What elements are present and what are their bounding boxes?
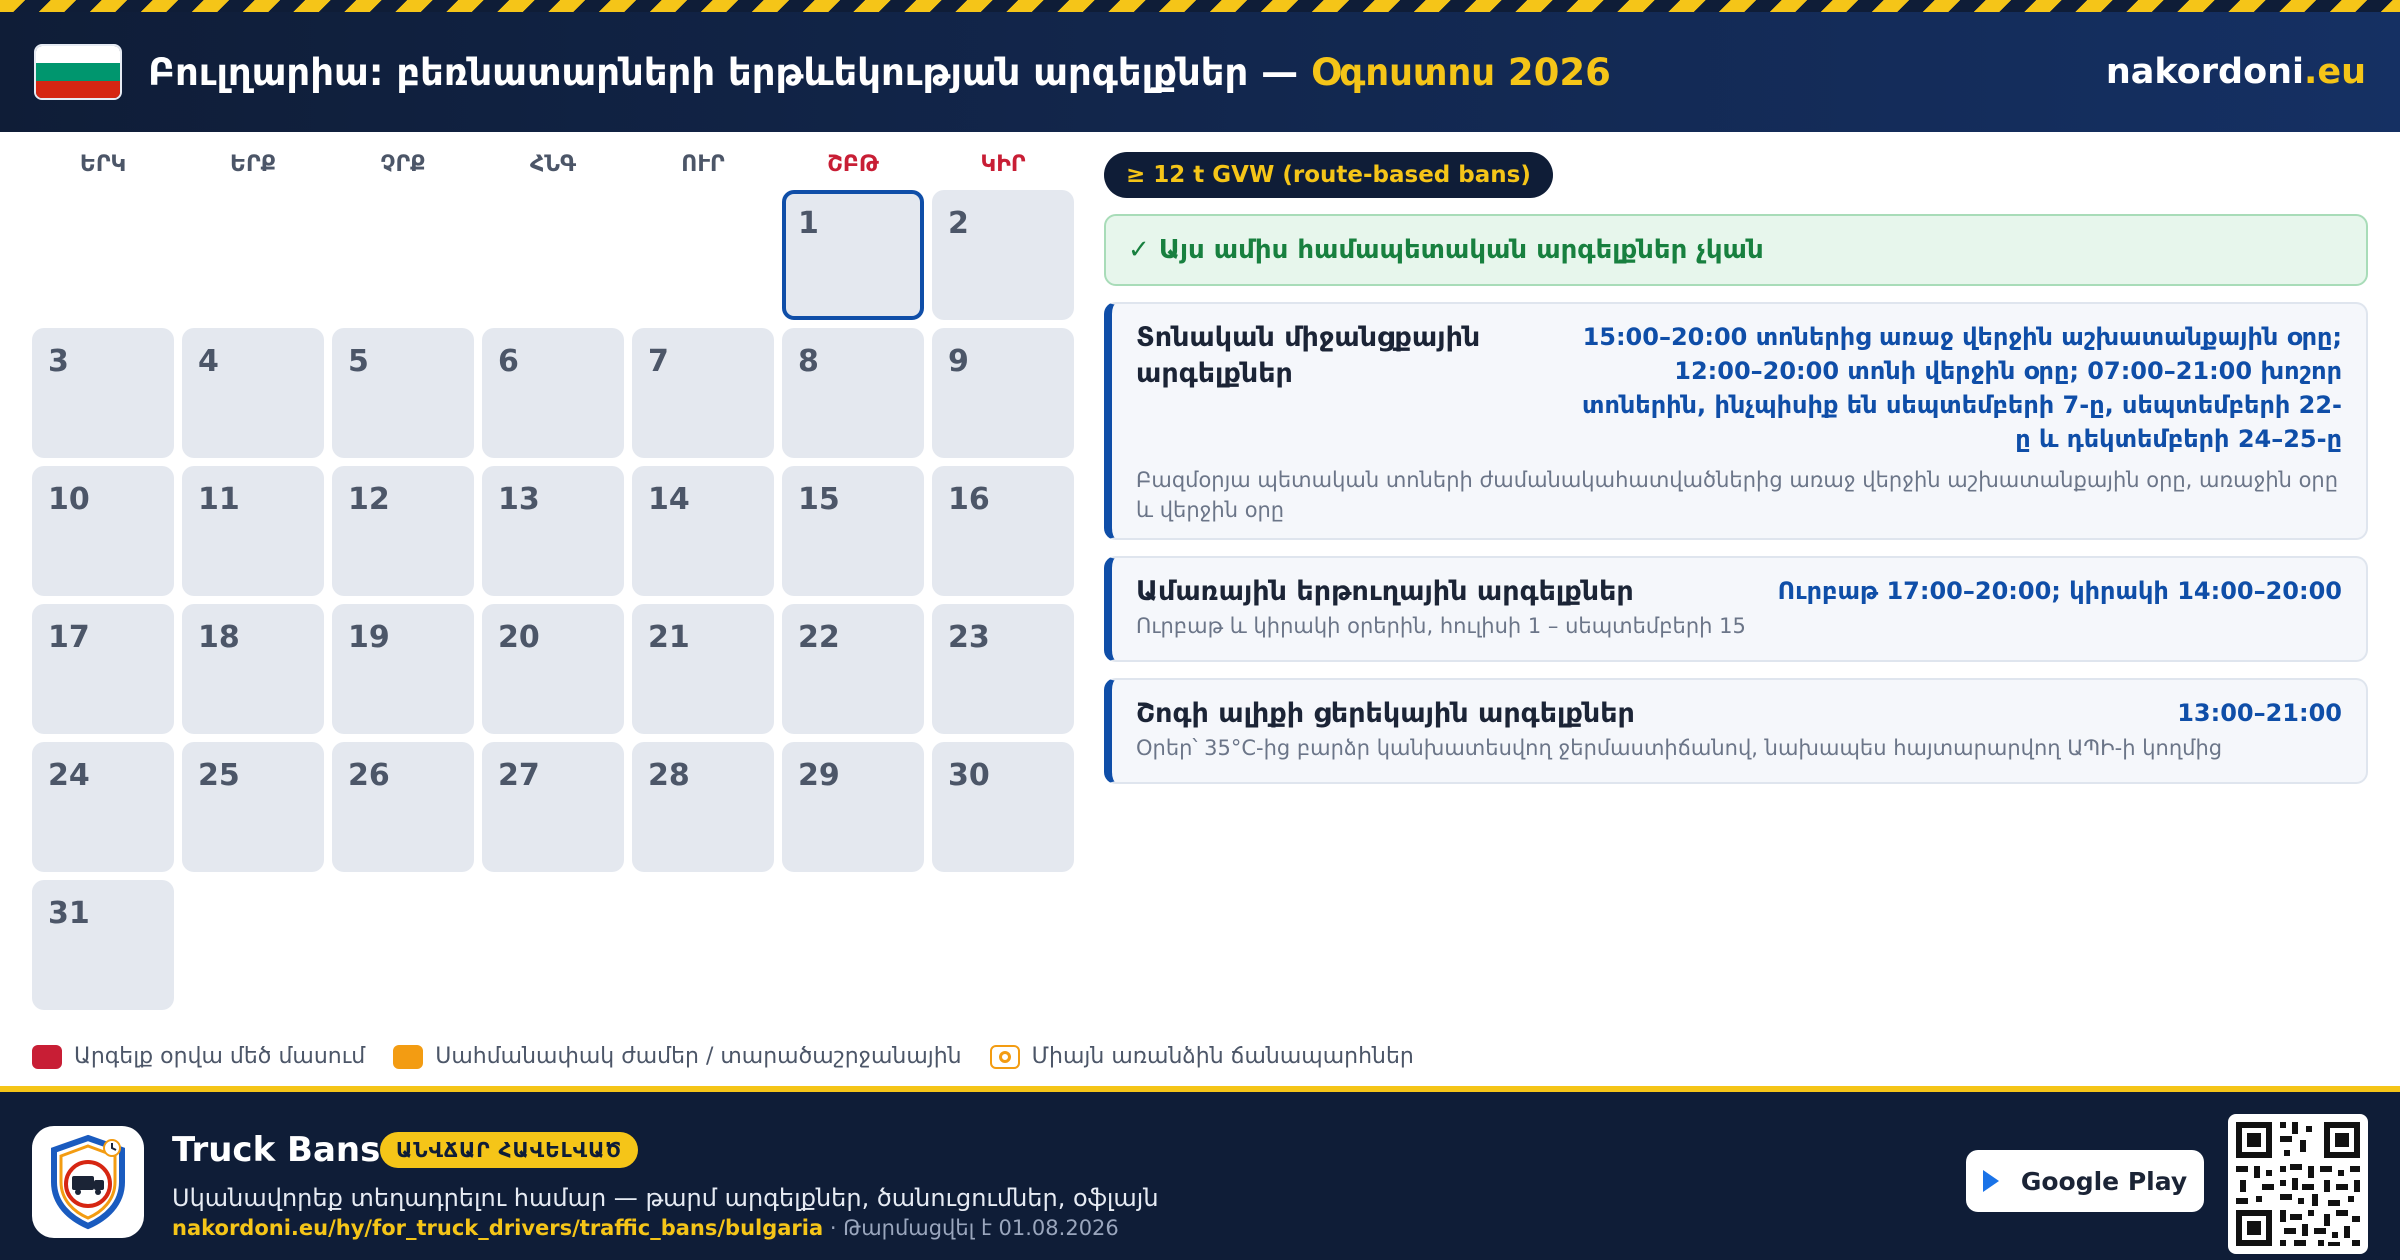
calendar-day[interactable]: 10 — [32, 466, 174, 596]
updated-date: · Թարմացվել է 01.08.2026 — [823, 1216, 1119, 1240]
calendar-day[interactable]: 17 — [32, 604, 174, 734]
calendar-day[interactable]: 4 — [182, 328, 324, 458]
header-bar — [0, 12, 2400, 132]
brand-tld: .eu — [2304, 52, 2366, 92]
app-name: Truck Bans — [172, 1130, 381, 1170]
ban-time: 13:00–21:00 — [2177, 699, 2342, 727]
calendar-day[interactable]: 24 — [32, 742, 174, 872]
calendar-day[interactable]: 29 — [782, 742, 924, 872]
legend-swatch-red — [32, 1045, 62, 1069]
legend-swatch-orange — [393, 1045, 423, 1069]
flag-stripe-green — [36, 63, 120, 80]
weekday-fri: ՈՒՐ — [681, 152, 725, 177]
hazard-stripe — [0, 0, 2400, 12]
url-line — [172, 1216, 1119, 1240]
calendar-day[interactable]: 21 — [632, 604, 774, 734]
legend-label: Սահմանափակ ժամեր / տարածաշրջանային — [435, 1044, 962, 1069]
qr-code-icon[interactable] — [2228, 1114, 2368, 1254]
app-tagline: Սկանավորեք տեղադրելու համար — թարմ արգելքներ, ծանուցումներ, օֆլայն — [172, 1184, 1159, 1212]
vehicle-class-badge: ≥ 12 t GVW (route-based bans) — [1104, 152, 1553, 198]
free-app-badge: ԱՆՎՃԱՐ ՀԱՎԵԼՎԱԾ — [380, 1132, 638, 1168]
ban-description: Օրեր՝ 35°C-ից բարձր կանխատեսվող ջերմաստիճանով, նախապես հայտարարվող ԱՊԻ-ի կողմից — [1136, 736, 2223, 761]
ban-name: Տոնական միջանցքային արգելքներ — [1136, 322, 1481, 390]
ban-name: Շոգի ալիքի ցերեկային արգելքներ — [1136, 698, 1635, 729]
legend-label: Արգելք օրվա մեծ մասում — [74, 1044, 366, 1069]
calendar-day[interactable]: 27 — [482, 742, 624, 872]
calendar-day[interactable]: 18 — [182, 604, 324, 734]
calendar-day[interactable]: 11 — [182, 466, 324, 596]
weekday-sat: ՇԲԹ — [827, 152, 879, 177]
ban-time: Ուրբաթ 17:00–20:00; կիրակի 14:00–20:00 — [1777, 577, 2342, 605]
calendar-day[interactable]: 2 — [932, 190, 1074, 320]
ban-description: Բազմօրյա պետական տոների ժամանակահատվածներից առաջ վերջին աշխատանքային օրը, առաջին օրը և վերջին օրը — [1136, 468, 2339, 522]
brand-name: nakordoni — [2105, 52, 2305, 92]
calendar-day[interactable]: 15 — [782, 466, 924, 596]
weekday-tue: ԵՐՔ — [229, 152, 277, 177]
no-national-bans-notice: ✓ Այս ամիս համապետական արգելքներ չկան — [1104, 214, 2368, 286]
ban-card-summer[interactable] — [1104, 556, 2368, 662]
calendar-day[interactable]: 23 — [932, 604, 1074, 734]
calendar-day[interactable]: 3 — [32, 328, 174, 458]
ban-description: Ուրբաթ և կիրակի օրերին, հուլիսի 1 – սեպտեմբերի 15 — [1136, 614, 1746, 639]
footer-bar — [0, 1086, 2400, 1260]
weekday-wed: ՉՐՔ — [380, 152, 426, 177]
calendar-day[interactable]: 14 — [632, 466, 774, 596]
calendar-day[interactable]: 31 — [32, 880, 174, 1010]
calendar-day[interactable]: 20 — [482, 604, 624, 734]
ban-name: Ամառային երթուղային արգելքներ — [1136, 576, 1634, 607]
calendar-day[interactable]: 9 — [932, 328, 1074, 458]
source-link[interactable]: nakordoni.eu/hy/for_truck_drivers/traffic_bans/bulgaria — [172, 1216, 824, 1240]
title-text: Բուլղարիա: բեռնատարների երթևեկության արգելքներ — — [148, 50, 1312, 94]
legend — [32, 1044, 1442, 1069]
calendar-day-today[interactable]: 1 — [782, 190, 924, 320]
calendar-day[interactable]: 19 — [332, 604, 474, 734]
calendar-day[interactable]: 30 — [932, 742, 1074, 872]
ban-card-heatwave[interactable] — [1104, 678, 2368, 784]
calendar-day[interactable]: 5 — [332, 328, 474, 458]
calendar-day[interactable]: 16 — [932, 466, 1074, 596]
calendar-day[interactable]: 25 — [182, 742, 324, 872]
flag-stripe-white — [36, 46, 120, 63]
legend-item-specific-roads — [990, 1044, 1414, 1069]
ban-card-holiday[interactable] — [1104, 302, 2368, 540]
legend-label: Միայն առանձին ճանապարհներ — [1031, 1044, 1414, 1069]
title-month: Օգոստոս 2026 — [1311, 50, 1611, 94]
calendar-day[interactable]: 6 — [482, 328, 624, 458]
calendar-day[interactable]: 8 — [782, 328, 924, 458]
calendar-day[interactable]: 28 — [632, 742, 774, 872]
legend-swatch-ring-icon — [990, 1045, 1020, 1069]
truck-bans-app-icon[interactable] — [32, 1126, 144, 1238]
calendar-day[interactable]: 12 — [332, 466, 474, 596]
calendar-day[interactable]: 22 — [782, 604, 924, 734]
weekday-sun: ԿԻՐ — [980, 152, 1026, 177]
calendar-day[interactable]: 26 — [332, 742, 474, 872]
legend-item-full-day — [32, 1044, 365, 1069]
play-icon — [1983, 1170, 1999, 1192]
page-title — [148, 51, 1611, 94]
calendar-day[interactable]: 13 — [482, 466, 624, 596]
calendar-day[interactable]: 7 — [632, 328, 774, 458]
brand-logo[interactable] — [2106, 52, 2366, 92]
google-play-label: Google Play — [2020, 1166, 2188, 1196]
legend-item-limited-hours — [393, 1044, 961, 1069]
weekday-mon: ԵՐԿ — [79, 152, 127, 177]
flag-stripe-red — [36, 81, 120, 98]
bulgaria-flag-icon — [34, 44, 122, 100]
weekday-thu: ՀՆԳ — [529, 152, 577, 177]
ban-time: 15:00–20:00 տոներից առաջ վերջին աշխատանքային օրը; 12:00–20:00 տոնի վերջին օրը; 07:00–21:00 խոշոր տոներին, ինչպիսիք են սեպտեմբերի 7-ը, սեպտեմբերի 22-ը և դեկտեմբերի 24–25-ը — [1582, 323, 2342, 454]
google-play-button[interactable] — [1966, 1150, 2204, 1212]
